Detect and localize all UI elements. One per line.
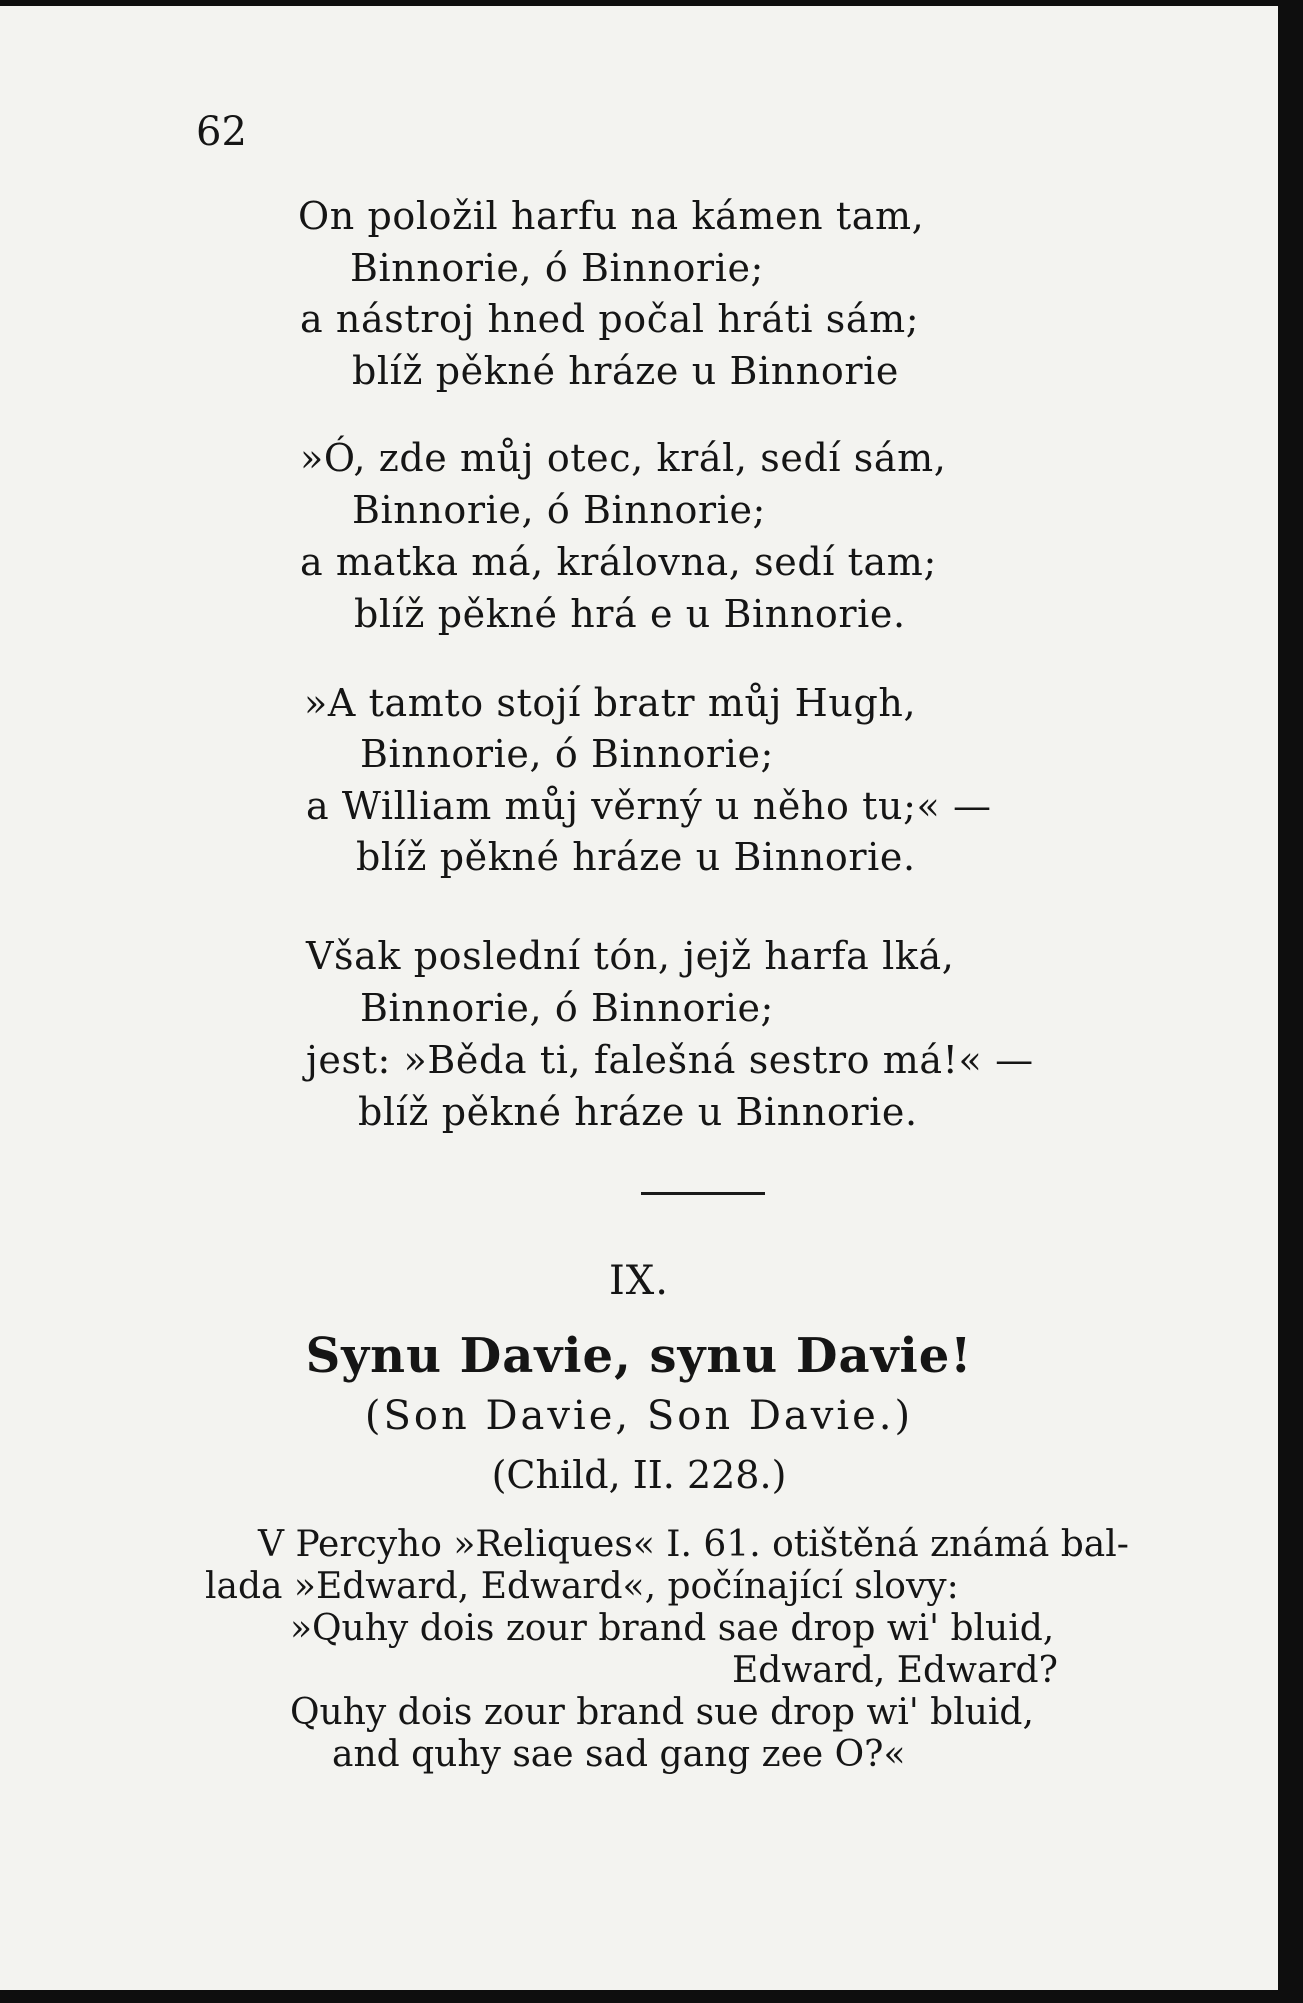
section-divider (641, 1192, 765, 1195)
verse-line: Však poslední tón, jejž harfa lká, (306, 934, 955, 978)
verse-line: blíž pěkné hráze u Binnorie. (358, 1090, 918, 1134)
verse-line: a matka má, královna, sedí tam; (300, 540, 937, 584)
scan-border-right (1278, 0, 1303, 2003)
quote-line: Edward, Edward? (732, 1650, 1058, 1691)
verse-line: jest: »Běda ti, falešná sestro má!« — (306, 1038, 1034, 1082)
verse-line: blíž pěkné hráze u Binnorie. (356, 835, 916, 879)
scan-border-top (0, 0, 1303, 6)
verse-line: a nástroj hned počal hráti sám; (300, 297, 920, 341)
verse-line: On položil harfu na kámen tam, (298, 194, 925, 238)
verse-line: Binnorie, ó Binnorie; (360, 986, 774, 1030)
verse-line: Binnorie, ó Binnorie; (360, 732, 774, 776)
section-source: (Child, II. 228.) (491, 1453, 787, 1497)
prose-line: V Percyho »Reliques« I. 61. otištěná známá bal- (258, 1524, 1129, 1565)
verse-line: Binnorie, ó Binnorie; (350, 246, 764, 290)
section-subtitle: (Son Davie, Son Davie.) (364, 1393, 914, 1439)
quote-line: and quhy sae sad gang zee O?« (332, 1734, 906, 1775)
verse-line: »Ó, zde můj otec, král, sedí sám, (300, 436, 947, 480)
verse-line: »A tamto stojí bratr můj Hugh, (304, 681, 917, 725)
page-number: 62 (196, 109, 247, 155)
section-title: Synu Davie, synu Davie! (305, 1328, 973, 1384)
section-number: IX. (609, 1258, 669, 1304)
verse-line: a William můj věrný u něho tu;« — (306, 784, 992, 828)
quote-line: »Quhy dois zour brand sae drop wi' bluid, (290, 1608, 1055, 1649)
quote-line: Quhy dois zour brand sue drop wi' bluid, (290, 1692, 1034, 1733)
verse-line: blíž pěkné hráze u Binnorie (352, 349, 899, 393)
prose-line: lada »Edward, Edward«, počínající slovy: (205, 1566, 959, 1607)
verse-line: blíž pěkné hrá e u Binnorie. (354, 592, 906, 636)
verse-line: Binnorie, ó Binnorie; (352, 488, 766, 532)
